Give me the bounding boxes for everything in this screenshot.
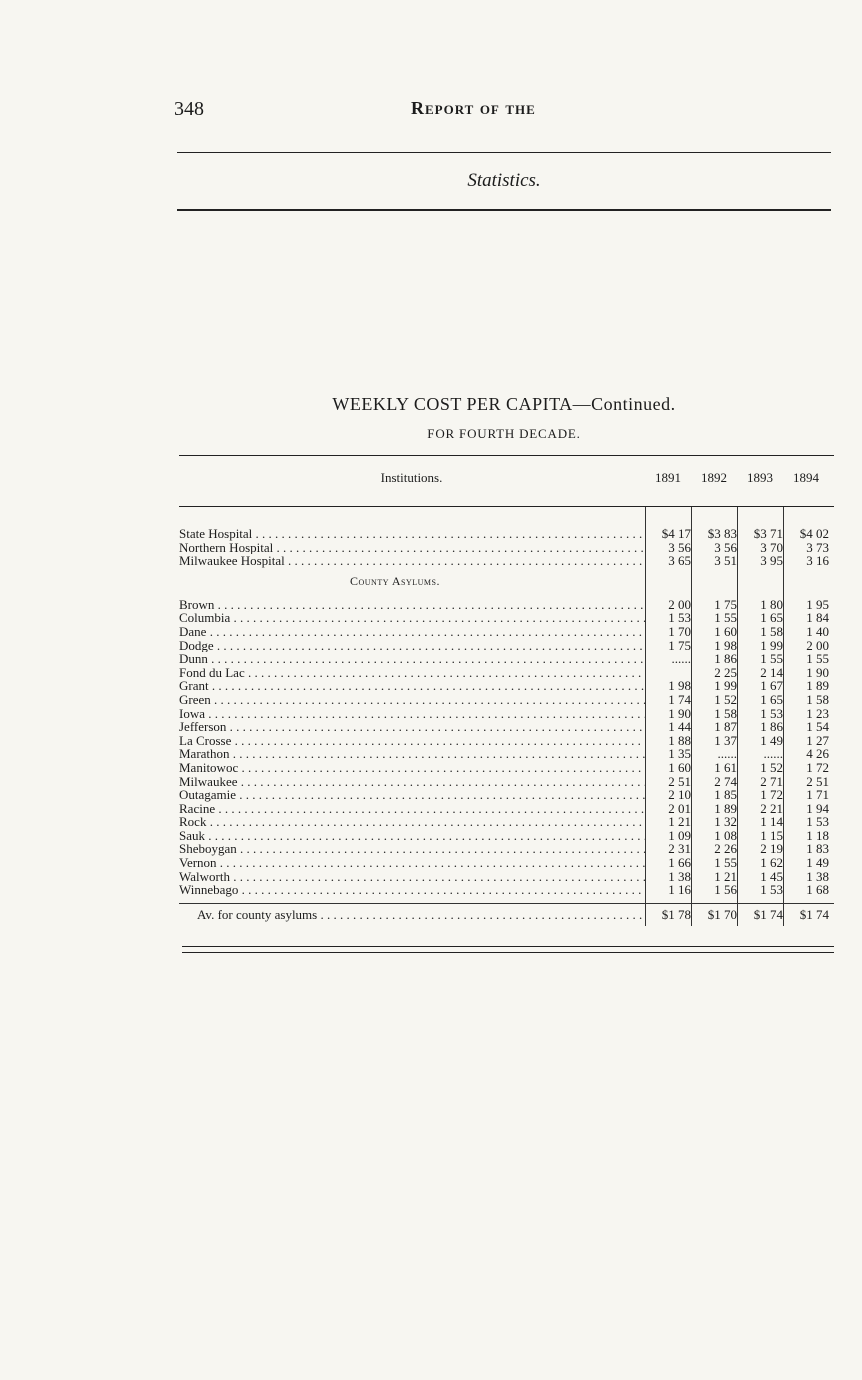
institution-name: Vernon . . . xyxy=(179,856,645,870)
cost-value: 2 10 xyxy=(668,787,691,803)
institution-name: Winnebago . . . xyxy=(179,883,645,897)
cost-value: 1 40 xyxy=(806,623,829,639)
running-head: Report of the xyxy=(411,98,536,118)
cost-value: 1 44 xyxy=(668,719,691,735)
cost-value: 1 08 xyxy=(714,827,737,843)
cost-value: 1 89 xyxy=(714,800,737,816)
cost-value: 1 37 xyxy=(714,732,737,748)
table-row xyxy=(179,693,834,707)
section-title: Statistics. xyxy=(467,170,541,191)
cost-value: 1 53 xyxy=(806,814,829,830)
cost-value: $4 02 xyxy=(799,526,829,541)
table-row xyxy=(179,815,834,829)
county-asylums-heading: County Asylums. xyxy=(350,573,440,588)
cost-value: 1 16 xyxy=(668,882,691,898)
cost-value: 2 01 xyxy=(668,800,691,816)
cost-value: 1 53 xyxy=(668,610,691,626)
table-row xyxy=(179,734,834,748)
institution-name: Jefferson . . . xyxy=(179,720,645,734)
cost-value: 1 55 xyxy=(806,651,829,667)
cost-value: 1 60 xyxy=(714,623,737,639)
cost-value: 2 25 xyxy=(714,664,737,680)
table-row xyxy=(179,639,834,653)
cost-value: 1 65 xyxy=(760,610,783,626)
cost-value: 1 75 xyxy=(668,637,691,653)
cost-value: 1 70 xyxy=(668,623,691,639)
cost-value: 2 00 xyxy=(806,637,829,653)
institution-name: Iowa . . . xyxy=(179,707,645,721)
cost-value: 1 38 xyxy=(806,868,829,884)
cost-value: 1 68 xyxy=(806,882,829,898)
table-row xyxy=(179,802,834,816)
table-body xyxy=(179,507,834,926)
institution-name: Fond du Lac . . . xyxy=(179,666,645,680)
cost-value: 1 62 xyxy=(760,855,783,871)
cost-value: 1 53 xyxy=(760,705,783,721)
cost-value: 1 65 xyxy=(760,691,783,707)
cost-value: 1 55 xyxy=(714,610,737,626)
table-row xyxy=(179,527,834,541)
table-row xyxy=(179,666,834,680)
cost-value: 4 26 xyxy=(806,746,829,762)
institution-name: Green . . . xyxy=(179,693,645,707)
institution-name: Walworth . . . xyxy=(179,870,645,884)
cost-value: 1 71 xyxy=(806,787,829,803)
cost-value: 1 66 xyxy=(668,855,691,871)
section-rule xyxy=(177,209,831,211)
cost-value: 2 31 xyxy=(668,841,691,857)
cost-value: 2 26 xyxy=(714,841,737,857)
cost-value: 1 14 xyxy=(760,814,783,830)
cost-value: 1 27 xyxy=(806,732,829,748)
cost-value: 1 86 xyxy=(714,651,737,667)
institution-name: Dunn . . . xyxy=(179,652,645,666)
table-title: WEEKLY COST PER CAPITA—Continued. xyxy=(332,394,676,414)
cost-value: 2 51 xyxy=(668,773,691,789)
cost-value: 1 60 xyxy=(668,759,691,775)
institution-name: La Crosse . . . xyxy=(179,734,645,748)
average-value: $1 78 xyxy=(661,906,691,922)
cost-value: 1 87 xyxy=(714,719,737,735)
institution-name: Milwaukee Hospital . . . xyxy=(179,554,645,568)
institution-name: Racine . . . xyxy=(179,802,645,816)
table-row xyxy=(179,652,834,666)
cost-value: 1 86 xyxy=(760,719,783,735)
institution-name: Dodge . . . xyxy=(179,639,645,653)
cost-value: 3 51 xyxy=(714,553,737,569)
institution-name: Brown . . . xyxy=(179,598,645,612)
table-subtitle: FOR FOURTH DECADE. xyxy=(427,426,581,441)
cost-value: 1 98 xyxy=(668,678,691,694)
cost-value: 1 67 xyxy=(760,678,783,694)
cost-value: 1 95 xyxy=(806,596,829,612)
table-row xyxy=(179,598,834,612)
table-row xyxy=(179,625,834,639)
institution-name: Sheboygan . . . xyxy=(179,842,645,856)
year-header: 1894 xyxy=(793,470,819,485)
cost-value: 1 72 xyxy=(760,787,783,803)
cost-value: 3 16 xyxy=(806,553,829,569)
cost-value: 1 09 xyxy=(668,827,691,843)
cost-value: 1 49 xyxy=(760,732,783,748)
cost-value: 1 55 xyxy=(760,651,783,667)
cost-value: 2 21 xyxy=(760,800,783,816)
cost-value: 1 23 xyxy=(806,705,829,721)
year-header: 1892 xyxy=(701,470,727,485)
cost-value: $4 17 xyxy=(661,526,691,541)
cost-value: 1 58 xyxy=(714,705,737,721)
cost-value: $3 83 xyxy=(707,526,737,541)
table-row xyxy=(179,707,834,721)
cost-value: 2 00 xyxy=(668,596,691,612)
institution-name: Milwaukee . . . xyxy=(179,775,645,789)
institution-name: Marathon . . . xyxy=(179,747,645,761)
cost-value: 3 73 xyxy=(806,539,829,555)
cost-value: 2 19 xyxy=(760,841,783,857)
page-header xyxy=(174,98,832,128)
cost-value: 1 85 xyxy=(714,787,737,803)
institution-name: Northern Hospital . . . xyxy=(179,541,645,555)
cost-value: 3 95 xyxy=(760,553,783,569)
table-row xyxy=(179,870,834,884)
cost-table xyxy=(179,455,834,926)
institution-name: Sauk . . . xyxy=(179,829,645,843)
cost-value: 1 58 xyxy=(806,691,829,707)
table-row xyxy=(179,611,834,625)
cost-value: 1 35 xyxy=(668,746,691,762)
page-number: 348 xyxy=(174,98,204,120)
cost-value: 1 21 xyxy=(668,814,691,830)
cost-value: $3 71 xyxy=(753,526,783,541)
cost-value: 1 56 xyxy=(714,882,737,898)
cost-value: 1 21 xyxy=(714,868,737,884)
cost-value: 2 14 xyxy=(760,664,783,680)
average-value: $1 70 xyxy=(707,906,737,922)
table-row xyxy=(179,842,834,856)
cost-value: 1 88 xyxy=(668,732,691,748)
cost-value: 1 38 xyxy=(668,868,691,884)
table-row xyxy=(179,541,834,555)
table-row xyxy=(179,775,834,789)
cost-value: 1 75 xyxy=(714,596,737,612)
cost-value: 3 65 xyxy=(668,553,691,569)
cost-value: 1 90 xyxy=(806,664,829,680)
institution-name: Manitowoc . . . xyxy=(179,761,645,775)
institution-name: State Hospital . . . xyxy=(179,527,645,541)
average-row xyxy=(179,903,834,926)
cost-value: ...... xyxy=(717,746,737,762)
table-header xyxy=(179,455,834,507)
institution-name: Columbia . . . xyxy=(179,611,645,625)
year-header: 1893 xyxy=(747,470,773,485)
cost-value: 1 58 xyxy=(760,623,783,639)
cost-value: 1 55 xyxy=(714,855,737,871)
institution-name: Grant . . . xyxy=(179,679,645,693)
cost-value: 1 83 xyxy=(806,841,829,857)
cost-value: ...... xyxy=(671,651,691,667)
table-row xyxy=(179,883,834,897)
cost-value: 1 45 xyxy=(760,868,783,884)
cost-value: 1 80 xyxy=(760,596,783,612)
header-rule xyxy=(177,152,831,153)
cost-value: 1 52 xyxy=(714,691,737,707)
cost-value: 2 71 xyxy=(760,773,783,789)
table-bottom-rule xyxy=(182,946,834,953)
cost-value: 1 18 xyxy=(806,827,829,843)
table-row xyxy=(179,554,834,568)
cost-value: 1 61 xyxy=(714,759,737,775)
year-header: 1891 xyxy=(655,470,681,485)
institution-name: Dane . . . xyxy=(179,625,645,639)
table-row xyxy=(179,788,834,802)
cost-value: 1 32 xyxy=(714,814,737,830)
cost-value: 1 72 xyxy=(806,759,829,775)
cost-value: 1 90 xyxy=(668,705,691,721)
average-value: $1 74 xyxy=(799,906,829,922)
table-row xyxy=(179,679,834,693)
table-row xyxy=(179,747,834,761)
average-label: Av. for county asylums . . . xyxy=(197,904,645,926)
cost-value: 1 99 xyxy=(760,637,783,653)
table-row xyxy=(179,761,834,775)
table-row xyxy=(179,720,834,734)
cost-value: 1 94 xyxy=(806,800,829,816)
table-row xyxy=(179,856,834,870)
cost-value: 1 84 xyxy=(806,610,829,626)
cost-value: ...... xyxy=(763,746,783,762)
cost-value: 1 89 xyxy=(806,678,829,694)
cost-value: 1 49 xyxy=(806,855,829,871)
cost-value: 3 56 xyxy=(668,539,691,555)
cost-value: 2 51 xyxy=(806,773,829,789)
cost-value: 1 98 xyxy=(714,637,737,653)
table-row xyxy=(179,829,834,843)
cost-value: 1 99 xyxy=(714,678,737,694)
cost-value: 3 56 xyxy=(714,539,737,555)
cost-value: 1 74 xyxy=(668,691,691,707)
cost-value: 1 54 xyxy=(806,719,829,735)
cost-value: 1 15 xyxy=(760,827,783,843)
cost-value: 3 70 xyxy=(760,539,783,555)
cost-value: 2 74 xyxy=(714,773,737,789)
institutions-header: Institutions. xyxy=(380,470,443,485)
cost-value: 1 52 xyxy=(760,759,783,775)
cost-value: 1 53 xyxy=(760,882,783,898)
institution-name: Rock . . . xyxy=(179,815,645,829)
average-value: $1 74 xyxy=(753,906,783,922)
institution-name: Outagamie . . . xyxy=(179,788,645,802)
